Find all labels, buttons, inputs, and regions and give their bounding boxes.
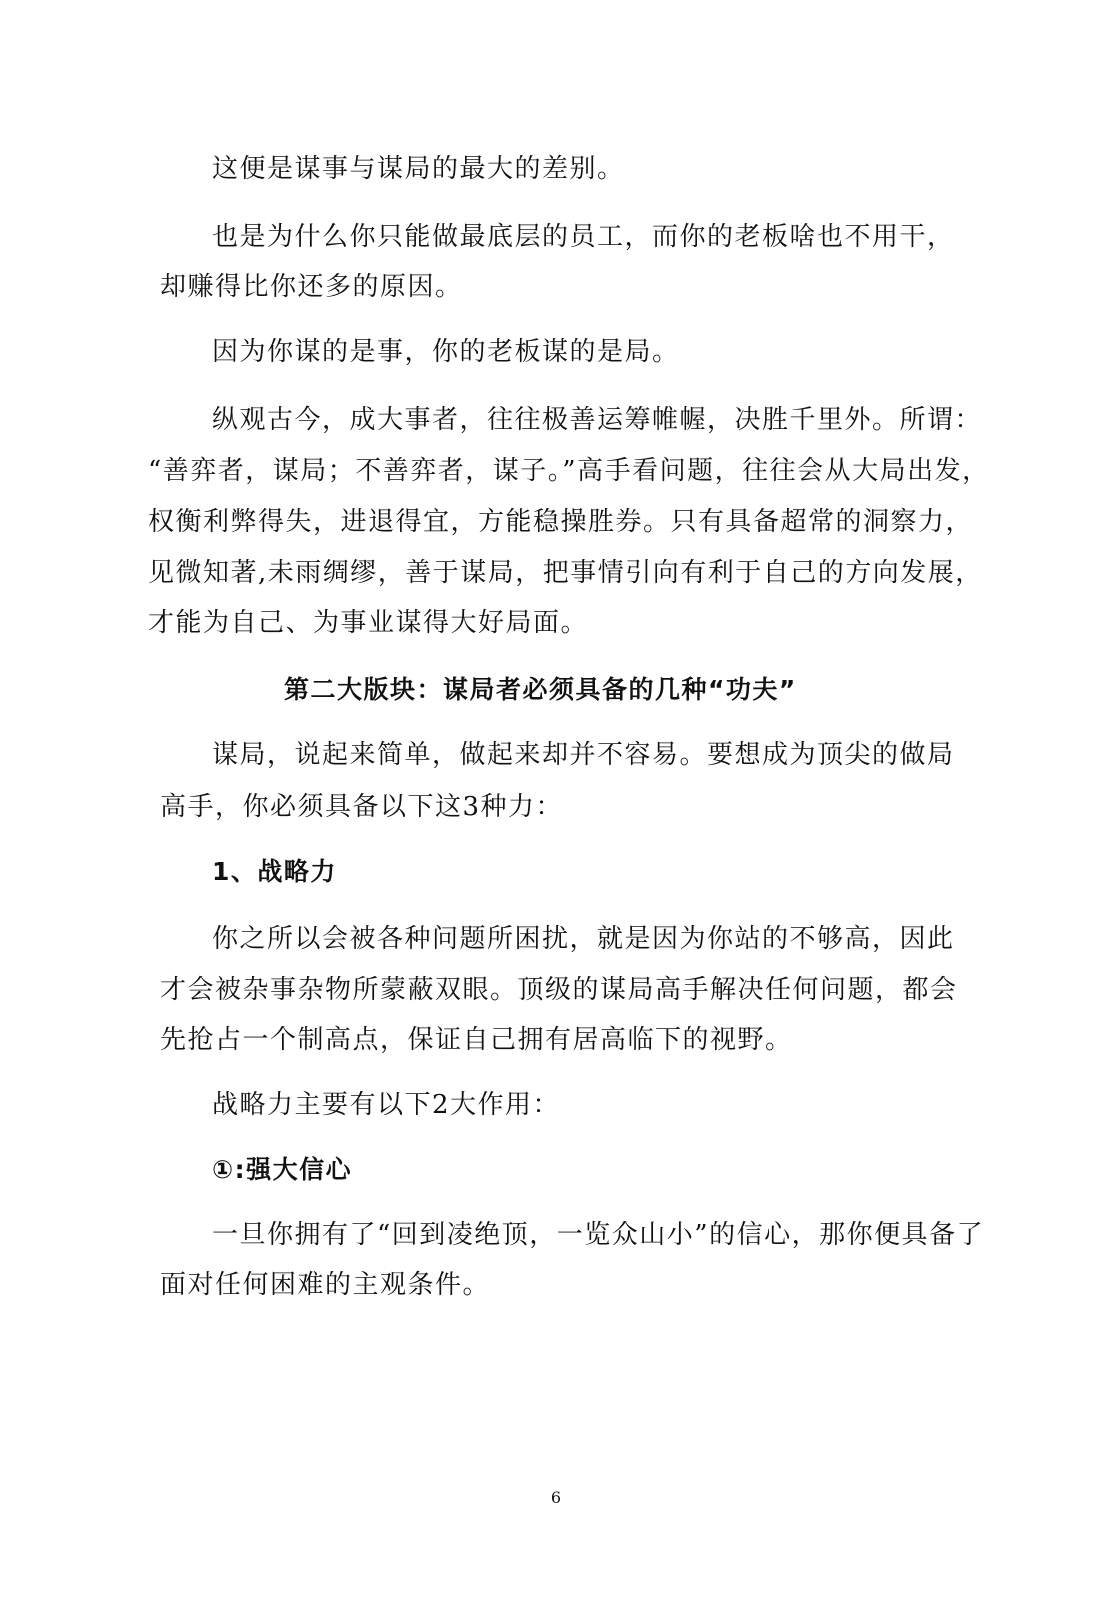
point-heading: ①:强大信心 <box>212 1155 353 1184</box>
paragraph-line: 高手，你必须具备以下这3种力： <box>160 792 564 822</box>
paragraph-line: 一旦你拥有了“回到凌绝顶，一览众山小”的信心，那你便具备了 <box>212 1220 985 1250</box>
subheading: 1、战略力 <box>212 857 337 886</box>
paragraph-line: “善弈者，谋局；不善弈者，谋子。”高手看问题，往往会从大局出发， <box>148 456 990 486</box>
paragraph-line: 先抢占一个制高点，保证自己拥有居高临下的视野。 <box>160 1025 793 1055</box>
page-number: 6 <box>550 1488 562 1507</box>
paragraph-line: 却赚得比你还多的原因。 <box>160 272 463 302</box>
paragraph-line: 纵观古今，成大事者，往往极善运筹帷幄，决胜千里外。所谓： <box>212 405 983 435</box>
paragraph-line: 因为你谋的是事，你的老板谋的是局。 <box>212 337 680 367</box>
paragraph-line: 面对任何困难的主观条件。 <box>160 1270 491 1300</box>
paragraph-line: 也是为什么你只能做最底层的员工，而你的老板啥也不用干， <box>212 222 955 252</box>
paragraph-line: 你之所以会被各种问题所困扰，就是因为你站的不够高，因此 <box>212 924 955 954</box>
paragraph-line: 才会被杂事杂物所蒙蔽双眼。顶级的谋局高手解决任何问题，都会 <box>160 975 958 1005</box>
paragraph-line: 见微知著,未雨绸缪，善于谋局，把事情引向有利于自己的方向发展， <box>148 558 983 588</box>
paragraph-line: 战略力主要有以下2大作用： <box>212 1090 561 1120</box>
paragraph-line: 这便是谋事与谋局的最大的差别。 <box>212 154 625 184</box>
paragraph-line: 谋局，说起来简单，做起来却并不容易。要想成为顶尖的做局 <box>212 740 955 770</box>
section-heading: 第二大版块：谋局者必须具备的几种“功夫” <box>284 675 797 704</box>
paragraph-line: 权衡利弊得失，进退得宜，方能稳操胜券。只有具备超常的洞察力， <box>148 507 974 537</box>
paragraph-line: 才能为自己、为事业谋得大好局面。 <box>148 608 589 638</box>
